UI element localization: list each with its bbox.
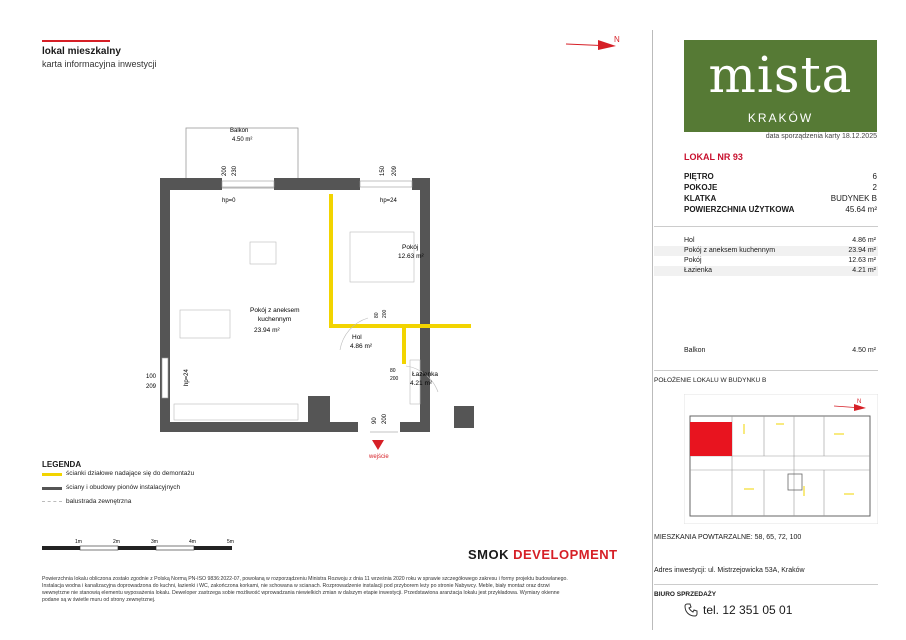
- window-3: [162, 358, 168, 398]
- kitchen-counter: [174, 404, 298, 420]
- svg-text:3m: 3m: [151, 539, 158, 545]
- page-subtitle: karta informacyjna inwestycji: [42, 59, 157, 69]
- north-arrow-icon: [560, 32, 640, 58]
- shaft-1: [308, 396, 330, 426]
- date-label: data sporządzenia karty 18.12.2025: [765, 133, 877, 140]
- address-label: Adres inwestycji: ul. Mistrzejowicka 53A, Kraków: [654, 567, 805, 574]
- svg-text:100: 100: [146, 374, 157, 380]
- wall-bottom-2: [400, 422, 430, 432]
- svg-text:4m: 4m: [189, 539, 196, 545]
- balcony-row: Balkon 4.50 m²: [684, 347, 876, 354]
- svg-text:230: 230: [232, 165, 238, 176]
- svg-text:90: 90: [372, 417, 378, 424]
- svg-text:209: 209: [146, 384, 157, 390]
- field-rooms: POKOJE 2: [684, 183, 877, 192]
- room-row: Pokój 12.63 m²: [684, 257, 876, 264]
- repeat-label: MIESZKANIA POWTARZALNE: 58, 65, 72, 100: [654, 534, 802, 541]
- svg-text:200: 200: [222, 165, 228, 176]
- bath-area: 4.21 m²: [410, 380, 433, 387]
- room-row: Hol 4.86 m²: [684, 237, 876, 244]
- footnote: Powierzchnia lokalu obliczona zostało zgodnie z Polską Normą PN-ISO 9836:2022-07, powołaną w rozporządzeniu Ministra Rozwoju z dnia 11 września 2020 roku w sprawie szczegółowego zakresu i formy projektu budowlanego. Instalacja wodna i kanalizacyjna doprowadzona do kuchni, łazienki i WC, zakończona korkami, nie schowana w scianach. Rozprowadzenie instalacji pod przyborem leży po stronie Nabywcy. Meble, biały montaż oraz drzwi wewnętrzne nie stanowią elementu wyposażenia lokalu. Deweloper zastrzega sobie możliwość wprowadzania niewielkich zmian w dalszym etapie inwestycji. Przedstawiona aranżacja lokalu jest przykładowa. Wymiary okienne podane są w świetle muru od strony zewnętrznej.: [42, 576, 568, 603]
- hall-area: 4.86 m²: [350, 343, 373, 350]
- floor-plan: [140, 110, 490, 460]
- svg-text:5m: 5m: [227, 539, 234, 545]
- svg-text:200: 200: [390, 376, 399, 382]
- hp-label-3: hp=24: [184, 369, 190, 386]
- diagram-north-label: N: [857, 399, 862, 405]
- svg-text:209: 209: [392, 165, 398, 176]
- hp-label-2: hp=24: [380, 198, 397, 204]
- partition-2: [329, 324, 471, 328]
- wall-top-1: [160, 178, 222, 190]
- window-1: [222, 181, 274, 187]
- entrance-label: wejście: [369, 454, 389, 460]
- room-row: Łazienka 4.21 m²: [654, 266, 878, 276]
- header-accent-line: [42, 40, 110, 42]
- phone-icon: [684, 603, 698, 617]
- field-area: POWIERZCHNIA UŻYTKOWA 45.64 m²: [684, 205, 877, 214]
- sales-title: BIURO SPRZEDAŻY: [654, 591, 717, 598]
- building-diagram: [684, 394, 878, 524]
- phone-number[interactable]: tel. 12 351 05 01: [703, 603, 793, 617]
- partition-3: [402, 324, 406, 364]
- unit-location-highlight: [690, 422, 732, 456]
- page-title: lokal mieszkalny: [42, 46, 121, 57]
- window-2: [360, 181, 412, 187]
- wall-top-2: [274, 178, 360, 190]
- scale-bar: [42, 536, 242, 554]
- svg-text:80: 80: [390, 368, 396, 374]
- balcony-area: 4.50 m²: [232, 137, 253, 143]
- location-title: POŁOŻENIE LOKALU W BUDYNKU B: [654, 377, 767, 384]
- field-stair: KLATKA BUDYNEK B: [684, 194, 877, 203]
- bath-label: Łazienka: [412, 371, 439, 378]
- room-row: Pokój z aneksem kuchennym 23.94 m²: [654, 246, 878, 256]
- room2-label: Pokój: [402, 244, 419, 251]
- svg-text:80: 80: [374, 312, 380, 318]
- partition-1: [329, 194, 333, 326]
- north-label: N: [614, 35, 620, 44]
- entrance-arrow-icon: [372, 440, 384, 450]
- legend-title: LEGENDA: [42, 460, 82, 469]
- svg-text:150: 150: [380, 165, 386, 176]
- unit-title: LOKAL NR 93: [684, 152, 743, 162]
- shaft-2: [454, 406, 474, 428]
- room1-area: 23.94 m²: [254, 327, 280, 334]
- sofa: [180, 310, 230, 338]
- column-divider: [652, 30, 653, 630]
- table: [250, 242, 276, 264]
- svg-text:1m: 1m: [75, 539, 82, 545]
- svg-text:2m: 2m: [113, 539, 120, 545]
- wall-right: [420, 178, 430, 430]
- room2-area: 12.63 m²: [398, 253, 424, 260]
- logo-word: mista: [708, 46, 853, 104]
- svg-text:200: 200: [382, 309, 388, 318]
- logo-city: KRAKÓW: [747, 111, 814, 125]
- balcony-label: Balkon: [230, 128, 249, 134]
- svg-text:200: 200: [382, 413, 388, 424]
- room1-label2: kuchennym: [258, 316, 292, 323]
- room1-label: Pokój z aneksem: [250, 307, 300, 314]
- hp-label-1: hp=0: [222, 198, 236, 204]
- hall-label: Hol: [352, 334, 362, 341]
- field-floor: PIĘTRO 6: [684, 172, 877, 181]
- developer-logo: SMOK DEVELOPMENT: [468, 547, 618, 562]
- brand-logo: [684, 40, 877, 132]
